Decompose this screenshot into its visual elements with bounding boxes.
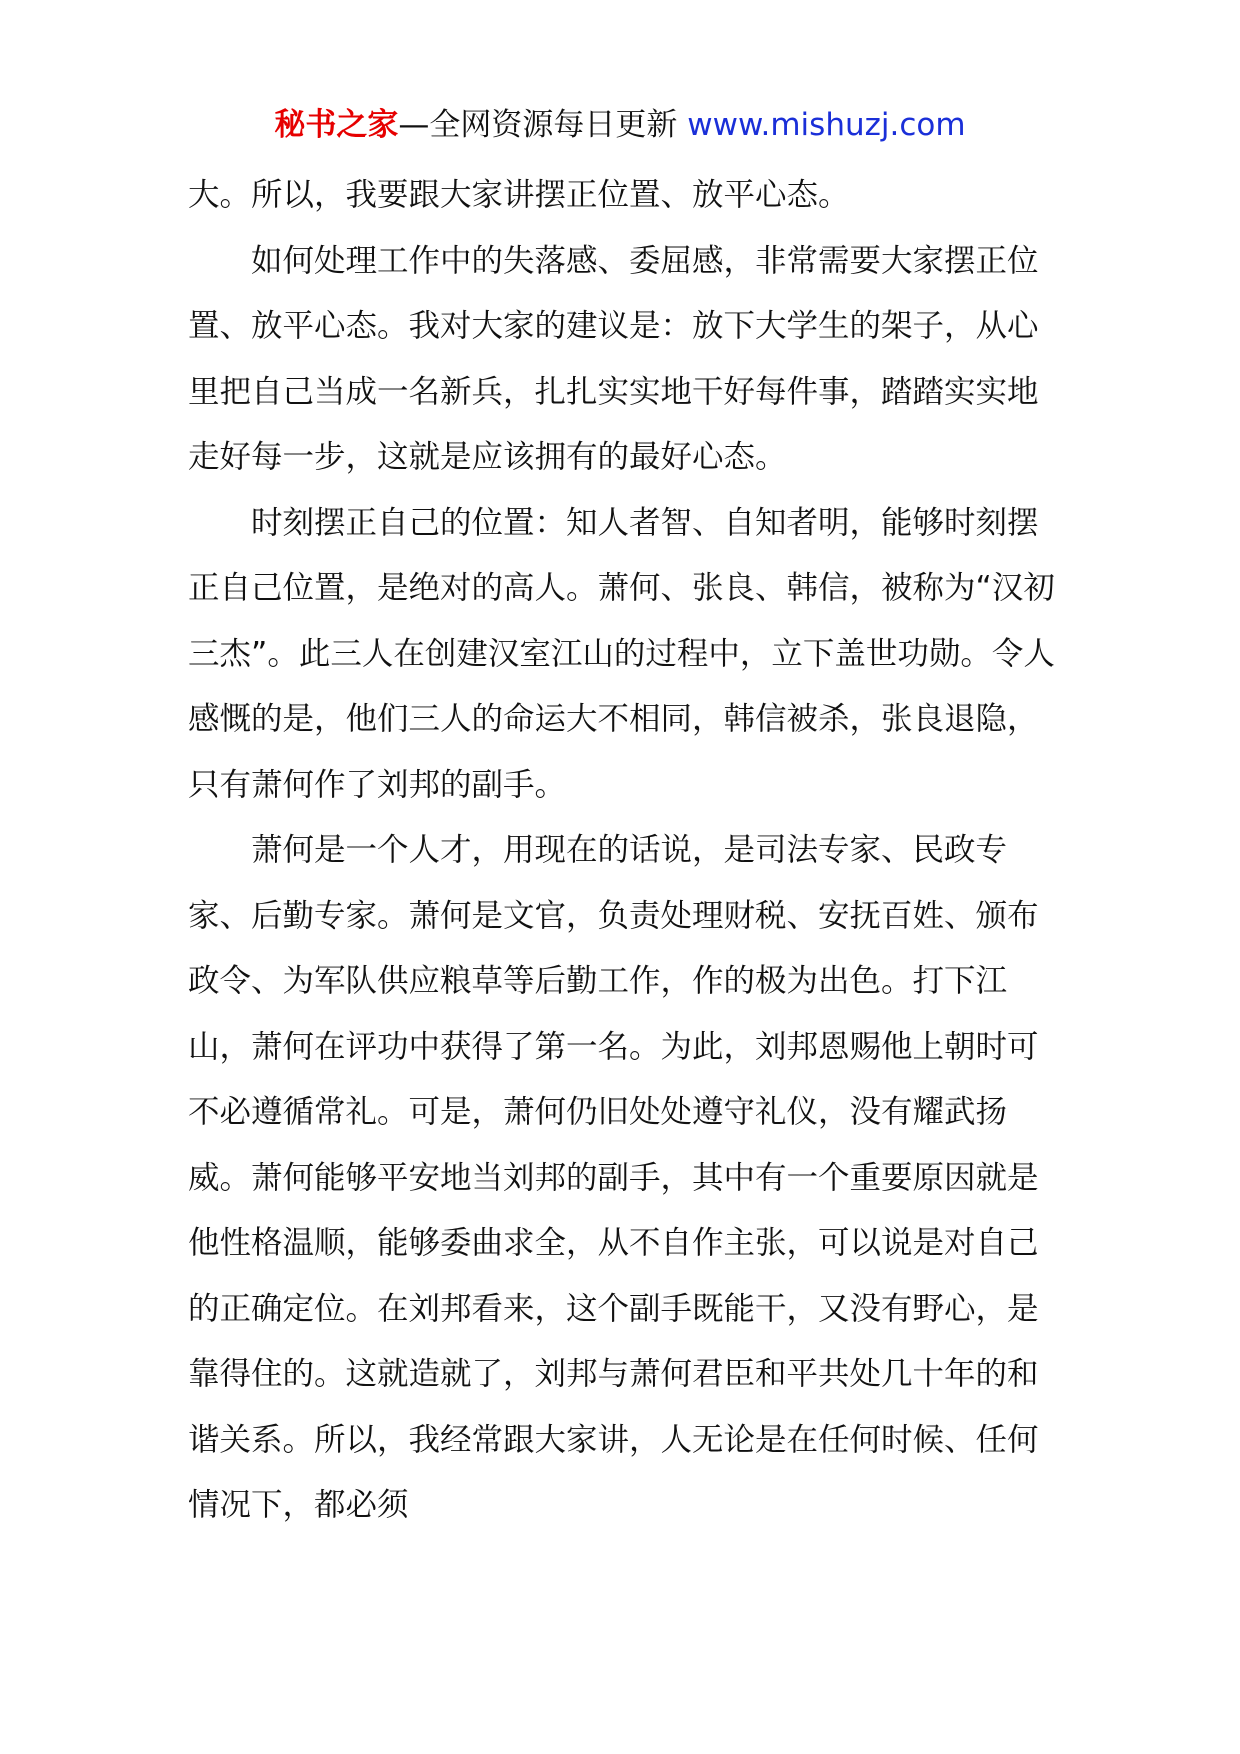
site-url-link[interactable]: www.mishuzj.com <box>687 107 966 143</box>
paragraph: 萧何是一个人才，用现在的话说，是司法专家、民政专家、后勤专家。萧何是文官，负责处理财税、安抚百姓、颁布政令、为军队供应粮草等后勤工作，作的极为出色。打下江山，萧何在评功中获得了第一名。为此，刘邦恩赐他上朝时可不必遵循常礼。可是，萧何仍旧处处遵守礼仪，没有耀武扬威。萧何能够平安地当刘邦的副手，其中有一个重要原因就是他性格温顺，能够委曲求全，从不自作主张，可以说是对自己的正确定位。在刘邦看来，这个副手既能干，又没有野心，是靠得住的。这就造就了，刘邦与萧何君臣和平共处几十年的和谐关系。所以，我经常跟大家讲，人无论是在任何时候、任何情况下，都必须 <box>188 832 1039 1523</box>
brand-name: 秘书之家 <box>274 107 399 143</box>
document-body <box>188 163 1058 1539</box>
paragraph-continuation: 大。所以，我要跟大家讲摆正位置、放平心态。 <box>188 177 850 213</box>
header-tagline: —全网资源每日更新 <box>398 107 678 143</box>
paragraph: 如何处理工作中的失落感、委屈感，非常需要大家摆正位置、放平心态。我对大家的建议是：放下大学生的架子，从心里把自己当成一名新兵，扎扎实实地干好每件事，踏踏实实地走好每一步，这就是应该拥有的最好心态。 <box>188 242 1039 475</box>
paragraph: 时刻摆正自己的位置：知人者智、自知者明，能够时刻摆正自己位置，是绝对的高人。萧何、张良、韩信，被称为“汉初三杰”。此三人在创建汉室江山的过程中，立下盖世功勋。令人感慨的是，他们三人的命运大不相同，韩信被杀，张良退隐，只有萧何作了刘邦的副手。 <box>188 504 1055 803</box>
page-header <box>0 104 1240 146</box>
